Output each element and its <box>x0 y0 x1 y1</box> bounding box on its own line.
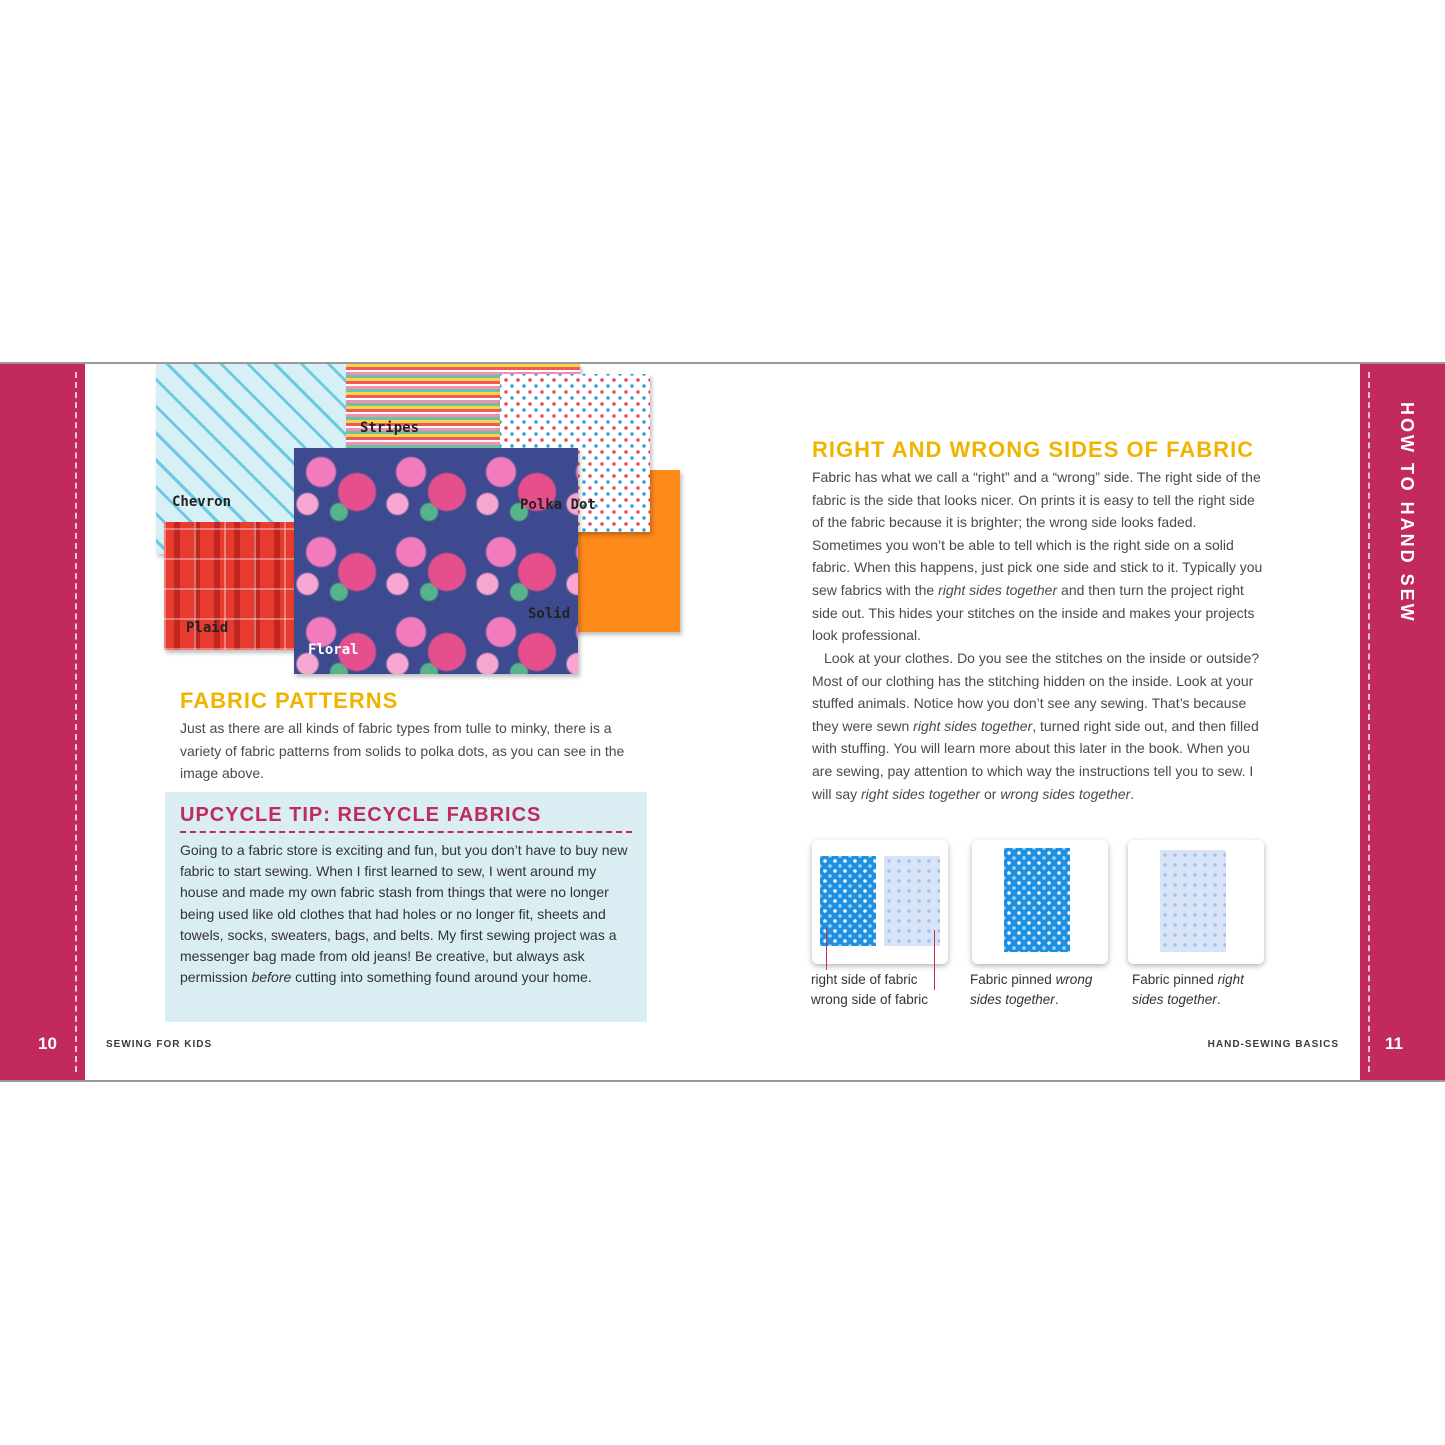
polka-dot-label: Polka Dot <box>520 497 596 513</box>
wrong-side-fabric <box>884 856 940 946</box>
right-page-band <box>1360 364 1445 1080</box>
book-spread <box>0 362 1445 1082</box>
left-page-band <box>0 364 85 1080</box>
floral-swatch <box>294 448 578 674</box>
pinned-fabric <box>1160 850 1226 952</box>
photo-right-sides-together <box>1128 840 1264 964</box>
photo-right-wrong-sides <box>812 840 948 964</box>
right-side-fabric <box>820 856 876 946</box>
caption-right-sides: Fabric pinned right sides together. <box>1132 972 1244 1007</box>
fabric-collage-image <box>150 364 690 679</box>
chapter-tab: HOW TO HAND SEW <box>1397 402 1417 624</box>
right-wrong-sides-paragraph-2: Look at your clothes. Do you see the stitches on the inside or outside? Most of our clothing has the stitching hidden on the inside. Look at your stuffed animals. Notice how you don’t see any sewing. That’s because they were sewn right sides together, turned right side out, and then filled with stuffing. You will learn more about this later in the book. When you are sewing, pay attention to which way the instructions tell you to sew. I will say right sides together or wrong sides together. <box>812 650 1260 802</box>
stripes-label: Stripes <box>360 420 420 436</box>
caption-right-wrong: right side of fabric wrong side of fabric <box>811 972 929 1007</box>
page-number-right: 11 <box>1385 1034 1403 1053</box>
pointer-line <box>934 930 935 990</box>
running-head-right: HAND-SEWING BASICS <box>1207 1039 1339 1050</box>
caption-wrong-sides: Fabric pinned wrong sides together. <box>970 972 1093 1007</box>
solid-label: Solid <box>528 606 571 622</box>
right-wrong-sides-paragraph-1: Fabric has what we call a “right” and a “wrong” side. The right side of the fabric is the side that looks nicer. On prints it is easy to tell the right side of the fabric because it is brighter; the wrong side looks faded. Sometimes you won’t be able to tell which is the right side on a solid fabric. When this happens, just pick one side and stick to it. Typically you sew fabrics with the right sides together and then turn the project right side out. This hides your stitches on the inside and makes your projects look professional. <box>812 469 1263 644</box>
running-head-left: SEWING FOR KIDS <box>106 1039 213 1050</box>
plaid-label: Plaid <box>186 620 229 636</box>
right-wrong-sides-heading: RIGHT AND WRONG SIDES OF FABRIC <box>812 437 1255 462</box>
stitch-line <box>75 372 77 1072</box>
upcycle-tip-box <box>165 792 647 1022</box>
fabric-patterns-text: Just as there are all kinds of fabric types from tulle to minky, there is a variety of fabric patterns from solids to polka dots, as you can see in the image above. <box>180 720 625 782</box>
plaid-swatch <box>164 522 304 650</box>
stitch-line <box>1368 372 1370 1072</box>
tip-text: Going to a fabric store is exciting and fun, but you don’t have to buy new fabric to start sewing. When I first learned to sew, I went around my house and made my own fabric stash from things that were no longer being used like old clothes that had holes or no longer fit, sheets and towels, socks, sweaters, bags, and belts. My first sewing project was a messenger bag made from old jeans! Be creative, but always ask permission before cutting into something found around your home. <box>180 842 628 986</box>
photo-wrong-sides-together <box>972 840 1108 964</box>
page-number-left: 10 <box>38 1034 57 1053</box>
pinned-fabric <box>1004 848 1070 952</box>
fabric-patterns-heading: FABRIC PATTERNS <box>180 688 399 713</box>
chevron-label: Chevron <box>172 494 232 510</box>
tip-title: UPCYCLE TIP: RECYCLE FABRICS <box>180 804 632 833</box>
floral-label: Floral <box>308 642 359 658</box>
pointer-line <box>826 928 827 970</box>
